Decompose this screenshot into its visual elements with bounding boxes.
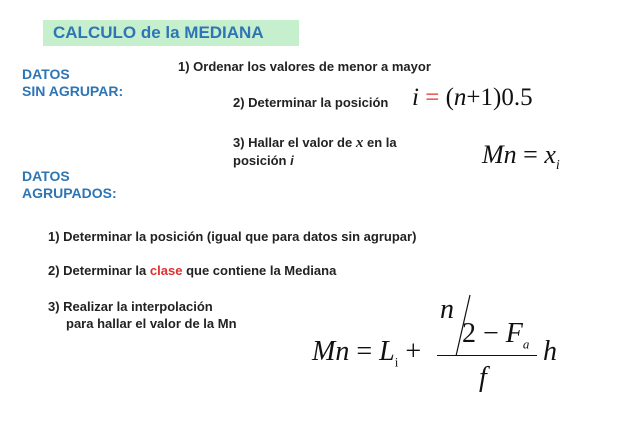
grouped-num-n: n [440, 294, 454, 325]
step3-suffix: en la [366, 135, 397, 150]
ungrouped-step-2: 2) Determinar la posición [233, 95, 389, 110]
grouped-L-sub: i [394, 354, 399, 370]
ungrouped-step-3 [233, 134, 397, 169]
grouped-step-2-suffix: que contiene la Mediana [186, 263, 337, 278]
median-grouped-lhs [312, 336, 421, 371]
grouped-plus: + [405, 336, 422, 367]
fraction-bar [437, 355, 537, 356]
grouped-eq: = [356, 336, 373, 367]
mn-eq: = [523, 140, 538, 169]
position-open: ( [445, 84, 454, 111]
grouped-step-2-prefix: 2) Determinar la [48, 263, 147, 278]
ungrouped-label-line1: DATOS [22, 66, 70, 82]
position-mult: 0.5 [501, 84, 533, 111]
step3-var-x: x [355, 135, 364, 151]
grouped-step-2-highlight: clase [149, 263, 183, 278]
median-ungrouped-formula [482, 140, 560, 174]
grouped-num-2: 2 [462, 318, 476, 349]
ungrouped-step-1: 1) Ordenar los valores de menor a mayor [178, 59, 431, 74]
ungrouped-label [22, 66, 123, 100]
grouped-label-line2: AGRUPADOS: [22, 185, 117, 201]
grouped-h: h [543, 336, 557, 367]
grouped-step-1: 1) Determinar la posición (igual que para datos sin agrupar) [48, 229, 417, 244]
ungrouped-step-3-line2 [233, 152, 397, 169]
grouped-step-3-line1: 3) Realizar la interpolación [48, 299, 213, 314]
position-eq: = [425, 84, 440, 111]
grouped-step-3 [48, 298, 237, 332]
position-formula [412, 84, 533, 112]
ungrouped-step-3-line1 [233, 134, 397, 152]
mn-lhs: Mn [482, 140, 517, 169]
position-n: n [453, 84, 467, 111]
page-title: CALCULO de la MEDIANA [43, 20, 299, 46]
grouped-step-3-line2: para hallar el valor de la Mn [66, 316, 237, 331]
step3-prefix: 3) Hallar el valor de [233, 135, 353, 150]
step3-line2-prefix: posición [233, 153, 287, 168]
step3-line2-var: i [290, 153, 294, 168]
mn-x-sub: i [555, 158, 560, 174]
grouped-L: L [379, 336, 395, 367]
grouped-step-2 [48, 262, 336, 279]
grouped-label [22, 168, 117, 202]
grouped-mn: Mn [312, 336, 350, 367]
grouped-F-sub: a [522, 336, 530, 352]
position-lhs: i [412, 84, 419, 111]
grouped-label-line1: DATOS [22, 168, 70, 184]
grouped-minus: − [483, 318, 499, 349]
ungrouped-label-line2: SIN AGRUPAR: [22, 83, 124, 99]
mn-x: x [544, 140, 556, 169]
grouped-F: F [505, 318, 523, 349]
grouped-den-f: f [479, 362, 487, 393]
grouped-numerator [462, 318, 529, 353]
position-plus: +1) [466, 84, 502, 111]
